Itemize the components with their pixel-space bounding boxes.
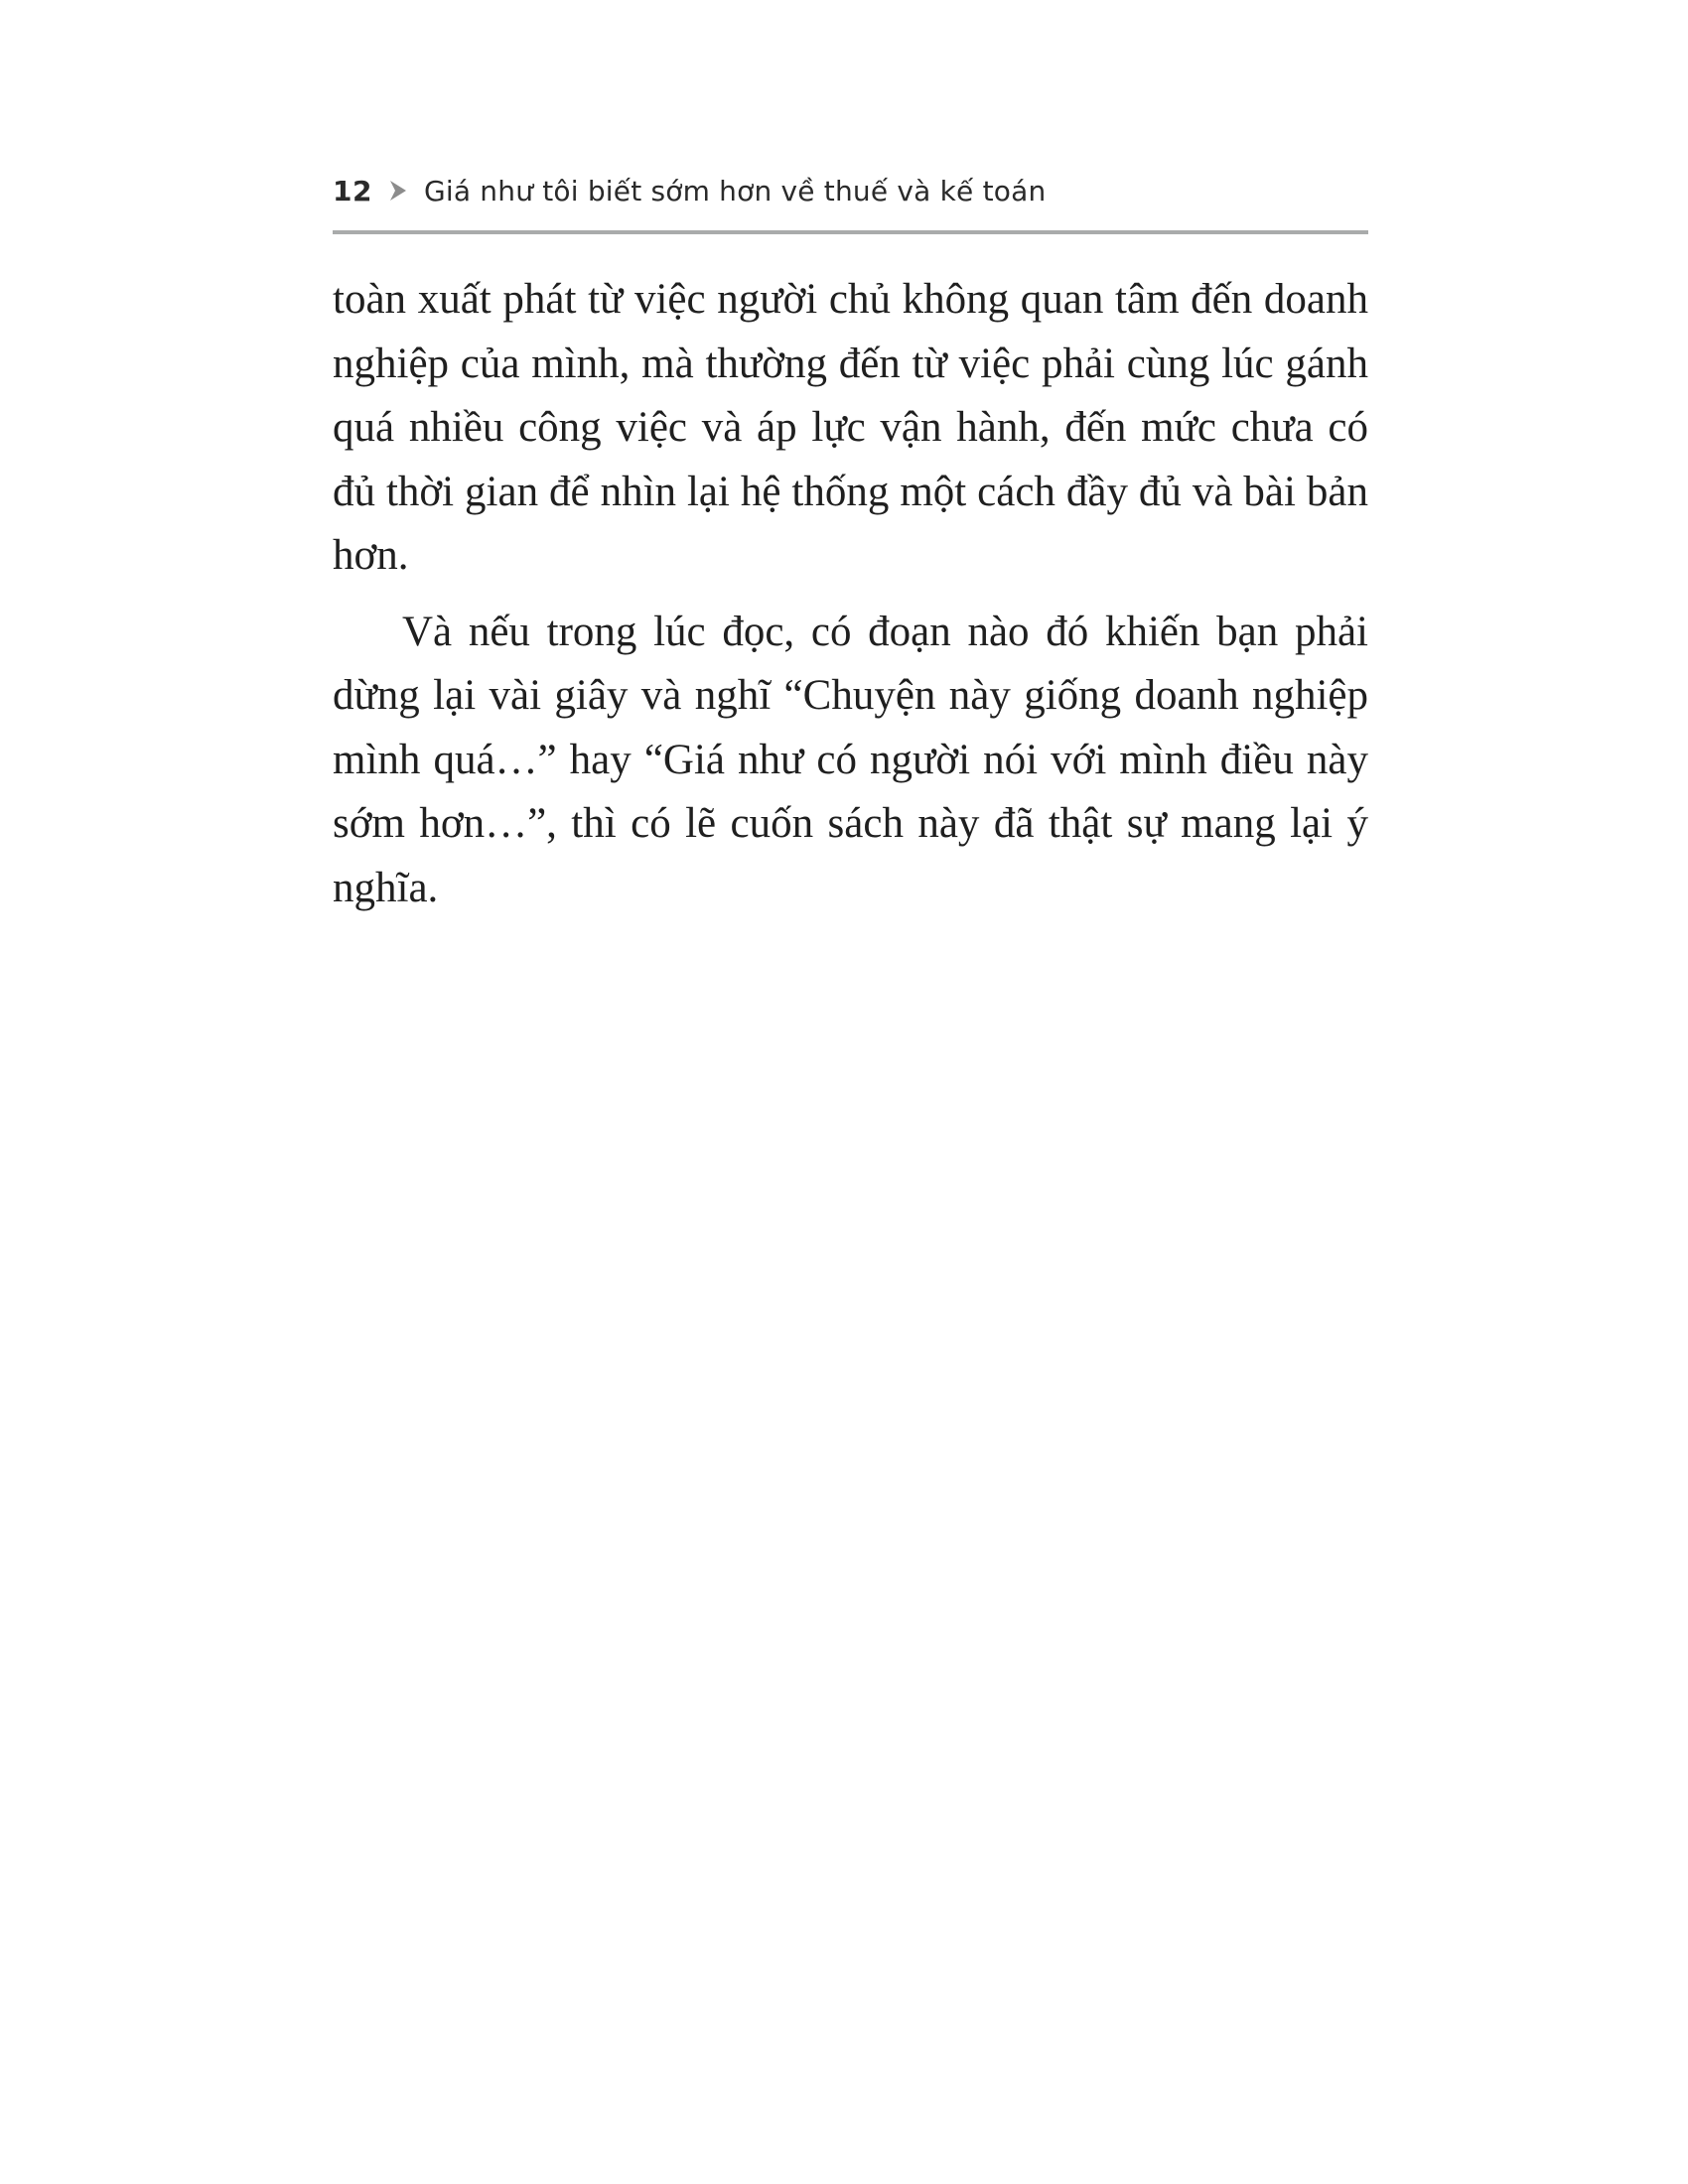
- paragraph-continued: toàn xuất phát từ việc người chủ không quan tâm đến doanh nghiệp của mình, mà thường đến từ việc phải cùng lúc gánh quá nhiều công việc và áp lực vận hành, đến mức chưa có đủ thời gian để nhìn lại hệ thống một cách đầy đủ và bài bản hơn.: [333, 276, 1368, 579]
- body-text: [333, 268, 1368, 920]
- book-title: Giá như tôi biết sớm hơn về thuế và kế toán: [423, 174, 1047, 207]
- running-header: [333, 167, 1368, 214]
- header-rule: [333, 230, 1368, 234]
- chevron-right-icon: [388, 179, 408, 203]
- paragraph: Và nếu trong lúc đọc, có đoạn nào đó khiến bạn phải dừng lại vài giây và nghĩ “Chuyện này giống doanh nghiệp mình quá…” hay “Giá như có người nói với mình điều này sớm hơn…”, thì có lẽ cuốn sách này đã thật sự mang lại ý nghĩa.: [333, 608, 1368, 911]
- page-number: 12: [333, 174, 372, 207]
